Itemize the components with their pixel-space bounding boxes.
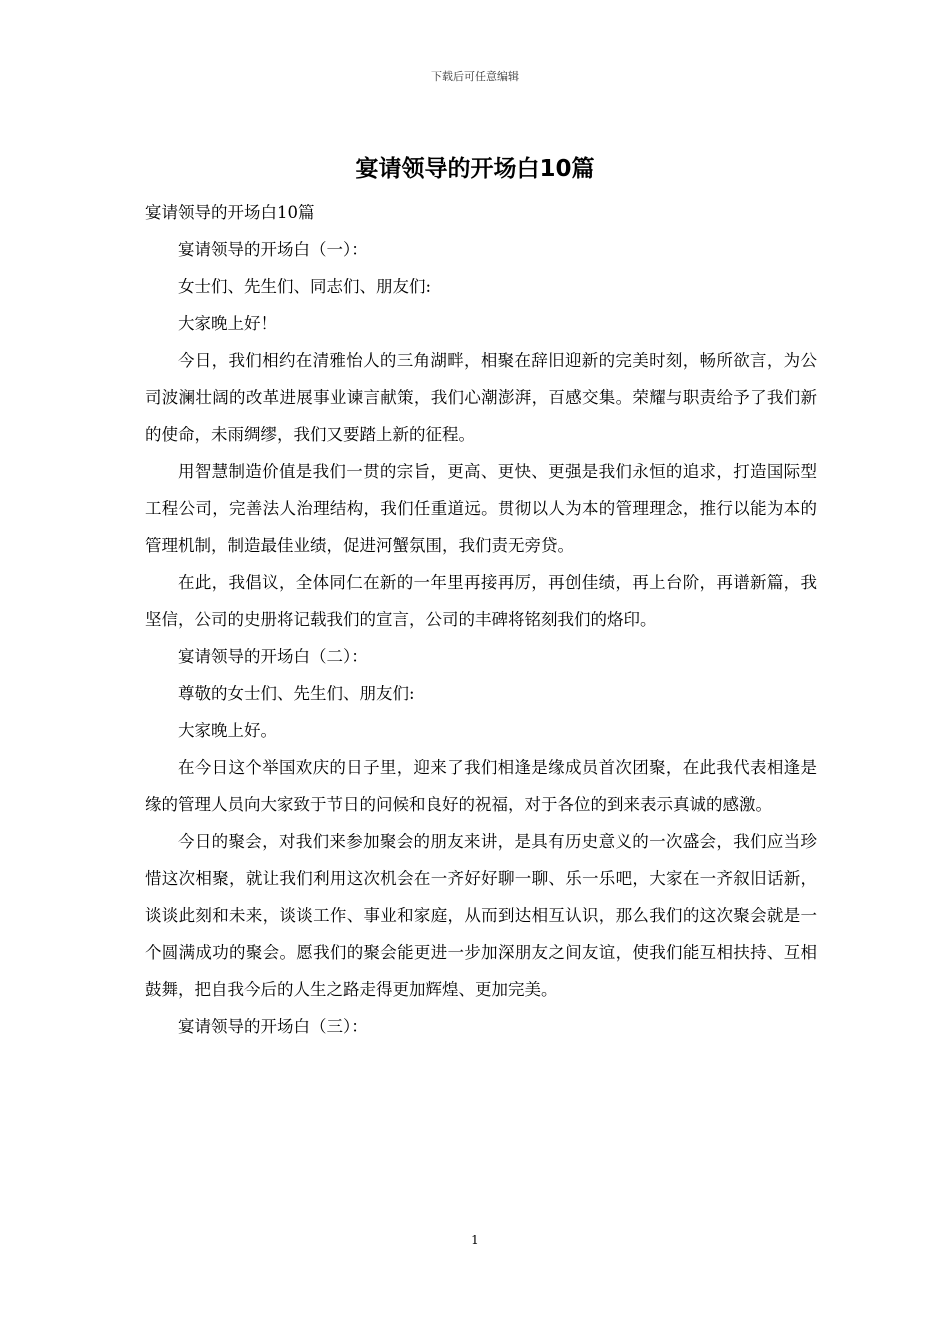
paragraph: 宴请领导的开场白（三）： xyxy=(178,1017,368,1036)
paragraph: 尊敬的女士们、先生们、朋友们: xyxy=(178,684,415,703)
paragraph: 宴请领导的开场白（一）： xyxy=(178,240,368,259)
paragraph: 大家晚上好！ xyxy=(178,314,277,333)
page-number: 1 xyxy=(471,1233,479,1247)
paragraph: 大家晚上好。 xyxy=(178,721,277,740)
paragraph: 今日的聚会，对我们来参加聚会的朋友来讲，是具有历史意义的一次盛会，我们应当珍惜这次相聚，就让我们利用这次机会在一齐好好聊一聊、乐一乐吧，大家在一齐叙旧话新，谈谈此刻和未来，谈谈工作、事业和家庭，从而到达相互认识，那么我们的这次聚会就是一个圆满成功的聚会。愿我们的聚会能更进一步加深朋友之间友谊，使我们能互相扶持、互相鼓舞，把自我今后的人生之路走得更加辉煌、更加完美。 xyxy=(145,832,817,999)
paragraph: 女士们、先生们、同志们、朋友们: xyxy=(178,277,432,296)
paragraph: 宴请领导的开场白10篇 xyxy=(145,203,315,222)
page-header: 下载后可任意编辑 xyxy=(431,70,519,83)
paragraph: 在此，我倡议，全体同仁在新的一年里再接再厉，再创佳绩，再上台阶，再谱新篇，我坚信，公司的史册将记载我们的宣言，公司的丰碑将铭刻我们的烙印。 xyxy=(145,573,817,629)
paragraph: 用智慧制造价值是我们一贯的宗旨，更高、更快、更强是我们永恒的追求，打造国际型工程公司，完善法人治理结构，我们任重道远。贯彻以人为本的管理理念，推行以能为本的管理机制，制造最佳业绩，促进河蟹氛围，我们责无旁贷。 xyxy=(145,462,817,555)
paragraph: 宴请领导的开场白（二）： xyxy=(178,647,368,666)
paragraph: 在今日这个举国欢庆的日子里，迎来了我们相逢是缘成员首次团聚，在此我代表相逢是缘的管理人员向大家致于节日的问候和良好的祝福，对于各位的到来表示真诚的感激。 xyxy=(145,758,817,814)
paragraph: 今日，我们相约在清雅怡人的三角湖畔，相聚在辞旧迎新的完美时刻，畅所欲言，为公司波澜壮阔的改革进展事业谏言献策，我们心潮澎湃，百感交集。荣耀与职责给予了我们新的使命，未雨绸缪，我们又要踏上新的征程。 xyxy=(145,351,817,444)
document-title: 宴请领导的开场白10篇 xyxy=(355,156,595,182)
document-body xyxy=(145,194,817,1045)
